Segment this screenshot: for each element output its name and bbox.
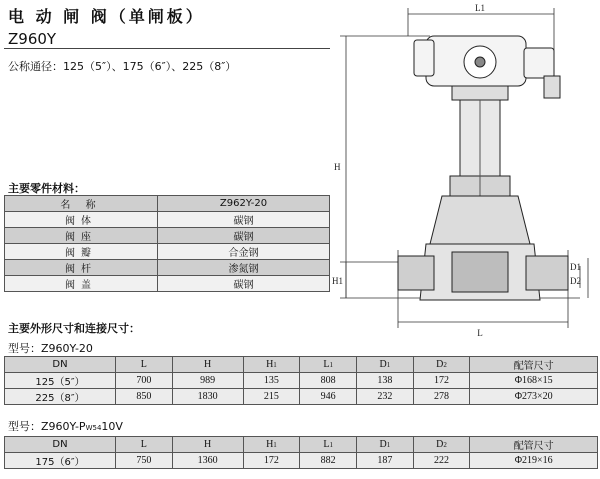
col-h: H: [172, 357, 243, 373]
table-row: [5, 196, 330, 212]
table2-model-label: 型号：Z960Y-PW5410V: [8, 420, 123, 433]
part-name: 阀体: [5, 212, 158, 228]
table-row: [5, 389, 598, 405]
label-l: L: [477, 328, 483, 338]
col-d2: D2: [413, 437, 470, 453]
col-l1: L1: [300, 357, 357, 373]
dimensions-table-2: [4, 436, 598, 469]
cell-l1: 946: [300, 389, 357, 405]
cell-dn: 175（6″）: [5, 453, 116, 469]
table1-model-label: 型号：Z960Y-20: [8, 342, 93, 355]
cell-h1: 135: [243, 373, 300, 389]
valve-drawing: [330, 0, 598, 340]
cell-pipe: Φ273×20: [470, 389, 598, 405]
cell-l: 700: [116, 373, 173, 389]
table-row: [5, 212, 330, 228]
cell-d1: 138: [356, 373, 413, 389]
cell-d1: 187: [356, 453, 413, 469]
col-pipe: 配管尺寸: [470, 437, 598, 453]
label-l1: L1: [475, 3, 485, 13]
cell-l: 750: [116, 453, 173, 469]
header-cell-name: 名 称: [5, 196, 158, 212]
table-row: [5, 228, 330, 244]
col-l: L: [116, 437, 173, 453]
label-d2: D2: [570, 276, 581, 286]
materials-table: [4, 195, 330, 292]
label-h1: H1: [332, 276, 343, 286]
col-h: H: [172, 437, 243, 453]
actuator: [414, 36, 560, 100]
label-h: H: [334, 162, 341, 172]
col-dn: DN: [5, 437, 116, 453]
part-name: 阀杆: [5, 260, 158, 276]
nominal-diameter: 公称通径：125（5″）、175（6″）、225（8″）: [8, 60, 237, 73]
table-header-row: [5, 437, 598, 453]
table-header-row: [5, 357, 598, 373]
table-row: [5, 453, 598, 469]
materials-section-title: 主要零件材料：: [8, 182, 85, 195]
table-row: [5, 276, 330, 292]
cell-d2: 278: [413, 389, 470, 405]
part-material: 碳钢: [158, 228, 330, 244]
model-number: Z960Y: [8, 30, 57, 48]
col-l1: L1: [300, 437, 357, 453]
pipe-ends: [398, 252, 568, 292]
col-l: L: [116, 357, 173, 373]
dimensions-table-1: [4, 356, 598, 405]
cell-h1: 172: [243, 453, 300, 469]
cell-pipe: Φ219×16: [470, 453, 598, 469]
cell-d1: 232: [356, 389, 413, 405]
col-h1: H1: [243, 357, 300, 373]
dimensions-section-title: 主要外形尺寸和连接尺寸：: [8, 322, 140, 335]
part-name: 阀瓣: [5, 244, 158, 260]
part-material: 渗氮钢: [158, 260, 330, 276]
table-row: [5, 373, 598, 389]
part-material: 合金钢: [158, 244, 330, 260]
cell-pipe: Φ168×15: [470, 373, 598, 389]
cell-h: 989: [172, 373, 243, 389]
header-cell-model: Z962Y-20: [158, 196, 330, 212]
table-row: [5, 244, 330, 260]
page-title: 电 动 闸 阀（单闸板）: [8, 7, 205, 26]
table-row: [5, 260, 330, 276]
title-divider: [4, 48, 330, 49]
cell-h: 1360: [172, 453, 243, 469]
cell-d2: 222: [413, 453, 470, 469]
col-d1: D1: [356, 437, 413, 453]
part-material: 碳钢: [158, 276, 330, 292]
cell-l: 850: [116, 389, 173, 405]
label-d1: D1: [570, 262, 581, 272]
col-pipe: 配管尺寸: [470, 357, 598, 373]
cell-h: 1830: [172, 389, 243, 405]
part-name: 阀座: [5, 228, 158, 244]
cell-h1: 215: [243, 389, 300, 405]
part-material: 碳钢: [158, 212, 330, 228]
cell-l1: 808: [300, 373, 357, 389]
col-dn: DN: [5, 357, 116, 373]
col-h1: H1: [243, 437, 300, 453]
cell-dn: 225（8″）: [5, 389, 116, 405]
col-d2: D2: [413, 357, 470, 373]
part-name: 阀盖: [5, 276, 158, 292]
cell-d2: 172: [413, 373, 470, 389]
col-d1: D1: [356, 357, 413, 373]
cell-dn: 125（5″）: [5, 373, 116, 389]
cell-l1: 882: [300, 453, 357, 469]
